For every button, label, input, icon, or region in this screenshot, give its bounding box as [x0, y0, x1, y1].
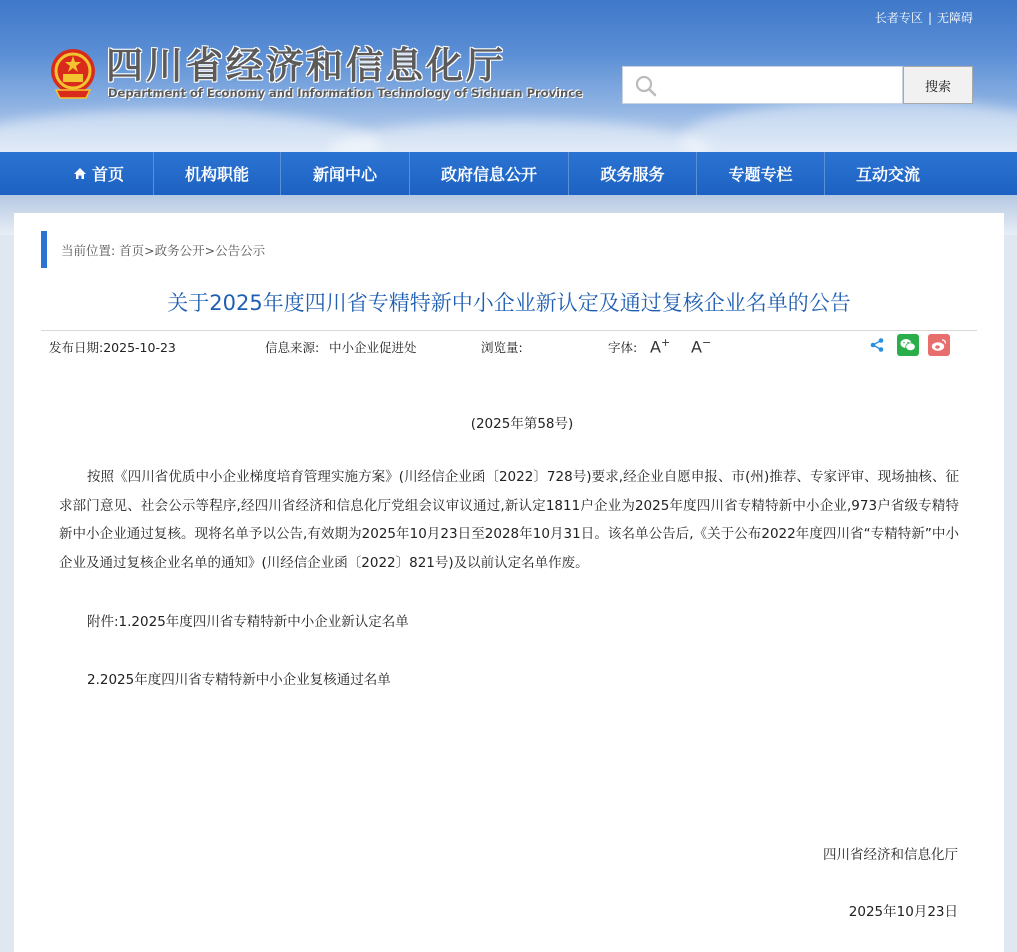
- site-subtitle: Department of Economy and Information Technology of Sichuan Province: [108, 86, 583, 100]
- top-links-separator: |: [927, 11, 932, 25]
- source-value: 中小企业促进处: [329, 340, 417, 355]
- document-number: (2025年第58号): [470, 416, 574, 432]
- font-decrease-sign: −: [701, 336, 712, 349]
- share-icon[interactable]: [866, 334, 888, 356]
- elder-zone-link[interactable]: 长者专区: [874, 11, 923, 25]
- view-count: 浏览量:: [481, 340, 523, 355]
- breadcrumb-text[interactable]: 当前位置: 首页>政务公开>公告公示: [61, 242, 266, 258]
- font-decrease-button[interactable]: [691, 336, 711, 356]
- nav-item-label: 互动交流: [855, 165, 920, 184]
- accessibility-link[interactable]: 无障碍: [936, 11, 973, 25]
- nav-item-home[interactable]: [44, 152, 154, 195]
- site-header: [0, 0, 1017, 152]
- home-icon: [73, 167, 87, 180]
- article-container: [14, 213, 1004, 952]
- nav-item-label: 首页: [91, 165, 124, 184]
- nav-item-label: 政务服务: [600, 165, 665, 184]
- nav-item-news[interactable]: [281, 152, 410, 195]
- signature-date: 2025年10月23日: [848, 904, 958, 920]
- cloud-decoration: [0, 110, 380, 152]
- search-icon: [635, 75, 657, 97]
- source-label: 信息来源:: [265, 340, 320, 355]
- search-input[interactable]: [623, 67, 902, 103]
- font-increase-sign: +: [660, 336, 671, 349]
- nav-item-topics[interactable]: [697, 152, 825, 195]
- nav-item-label: 专题专栏: [728, 165, 793, 184]
- nav-item-gov-info[interactable]: [410, 152, 569, 195]
- site-title[interactable]: 四川省经济和信息化厅: [106, 44, 506, 87]
- attachment-1-link[interactable]: 附件:1.2025年度四川省专精特新中小企业新认定名单: [87, 614, 409, 630]
- nav-item-services[interactable]: [569, 152, 697, 195]
- font-increase-button[interactable]: [650, 336, 670, 356]
- wechat-icon[interactable]: [897, 334, 919, 356]
- cloud-decoration: [680, 100, 1017, 152]
- search-button[interactable]: 搜索: [903, 66, 973, 104]
- nav-item-label: 新闻中心: [312, 165, 377, 184]
- font-increase-letter: A: [650, 337, 661, 357]
- nav-item-label: 机构职能: [184, 165, 249, 184]
- divider: [41, 330, 977, 331]
- breadcrumb: [41, 231, 265, 268]
- font-decrease-letter: A: [691, 337, 702, 357]
- breadcrumb-marker: [41, 231, 47, 268]
- search-box: [622, 66, 903, 104]
- nav-item-functions[interactable]: [154, 152, 281, 195]
- nav-item-interaction[interactable]: [825, 152, 951, 195]
- emblem-icon[interactable]: [48, 46, 98, 100]
- weibo-icon[interactable]: [928, 334, 950, 356]
- top-links: [875, 9, 973, 26]
- nav-item-label: 政府信息公开: [440, 165, 537, 184]
- attachment-2-link[interactable]: 2.2025年度四川省专精特新中小企业复核通过名单: [87, 672, 391, 688]
- article-title: 关于2025年度四川省专精特新中小企业新认定及通过复核企业名单的公告: [167, 291, 851, 315]
- signature-organization: 四川省经济和信息化厅: [823, 847, 958, 863]
- publish-date: 发布日期:2025-10-23: [49, 340, 176, 355]
- article-body: 按照《四川省优质中小企业梯度培育管理实施方案》(川经信企业函〔2022〕728号)要求,经企业自愿申报、市(州)推荐、专家评审、现场抽核、征求部门意见、社会公示等程序,经四川省经济和信息化厅党组会议审议通过,新认定1811户企业为2025年度四川省专精特新中小企业,973户省级专精特新中小企业通过复核。现将名单予以公告,有效期为2025年10月23日至2028年10月31日。该名单公告后,《关于公布2022年度四川省“专精特新”中小企业及通过复核企业名单的通知》(川经信企业函〔2022〕821号)及以前认定名单作废。: [59, 469, 959, 571]
- cloud-decoration: [330, 120, 710, 152]
- font-size-label: 字体:: [608, 340, 638, 355]
- main-nav: [0, 152, 1017, 195]
